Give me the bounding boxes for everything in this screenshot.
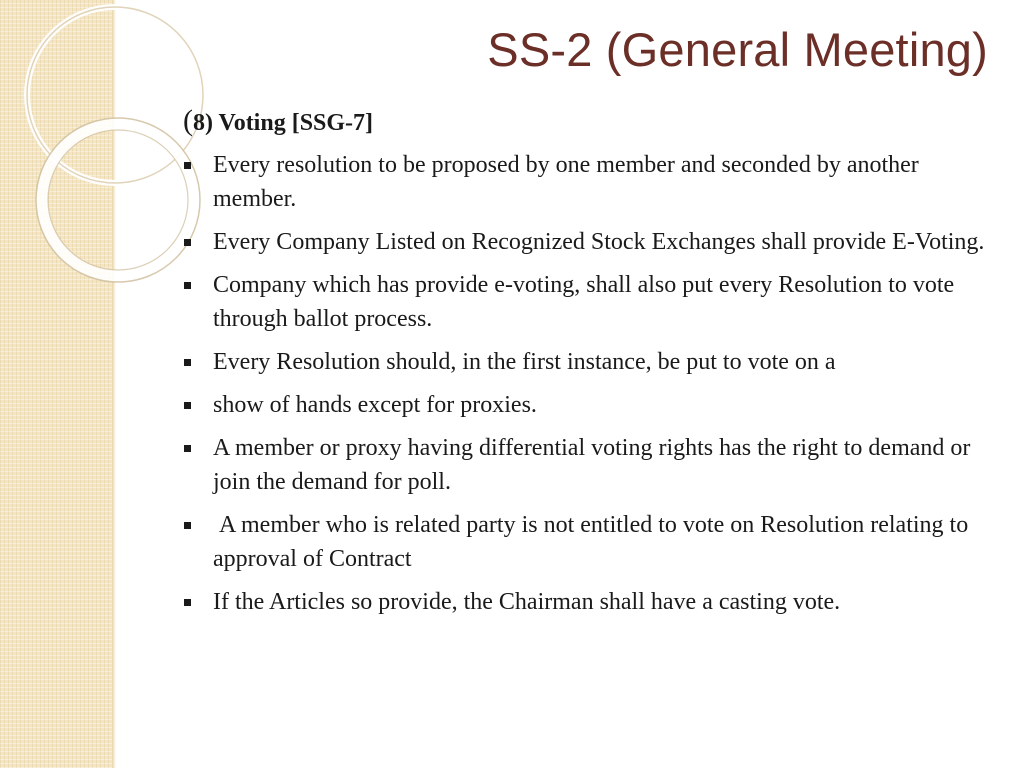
bullet-text: If the Articles so provide, the Chairman shall have a casting vote. bbox=[213, 589, 841, 615]
square-bullet-icon bbox=[184, 522, 191, 529]
section-heading-paren: ( bbox=[183, 104, 193, 137]
bullet-list bbox=[183, 148, 993, 619]
bullet-item bbox=[183, 225, 993, 259]
square-bullet-icon bbox=[184, 445, 191, 452]
section-heading-text: 8) Voting [SSG-7] bbox=[193, 110, 374, 136]
slide-content bbox=[183, 104, 993, 628]
bullet-text: Company which has provide e-voting, shall also put every Resolution to vote through ballot process. bbox=[213, 272, 955, 332]
square-bullet-icon bbox=[184, 282, 191, 289]
bullet-text: Every Company Listed on Recognized Stock Exchanges shall provide E-Voting. bbox=[213, 229, 985, 255]
bullet-item bbox=[183, 148, 993, 216]
square-bullet-icon bbox=[184, 359, 191, 366]
bullet-item bbox=[183, 585, 993, 619]
bullet-text: A member or proxy having differential voting rights has the right to demand or join the demand for poll. bbox=[213, 435, 971, 495]
bullet-item bbox=[183, 431, 993, 499]
square-bullet-icon bbox=[184, 239, 191, 246]
bullet-text: show of hands except for proxies. bbox=[213, 392, 537, 418]
square-bullet-icon bbox=[184, 402, 191, 409]
bullet-text: A member who is related party is not entitled to vote on Resolution relating to approval of Contract bbox=[213, 512, 975, 572]
bullet-text: Every Resolution should, in the first instance, be put to vote on a bbox=[213, 349, 836, 375]
square-bullet-icon bbox=[184, 162, 191, 169]
bullet-item bbox=[183, 388, 993, 422]
bullet-item bbox=[183, 268, 993, 336]
bullet-item bbox=[183, 345, 993, 379]
bullet-item bbox=[183, 508, 993, 576]
square-bullet-icon bbox=[184, 599, 191, 606]
bullet-text: Every resolution to be proposed by one member and seconded by another member. bbox=[213, 152, 919, 212]
section-heading bbox=[183, 104, 993, 140]
slide-title: SS-2 (General Meeting) bbox=[487, 23, 988, 76]
